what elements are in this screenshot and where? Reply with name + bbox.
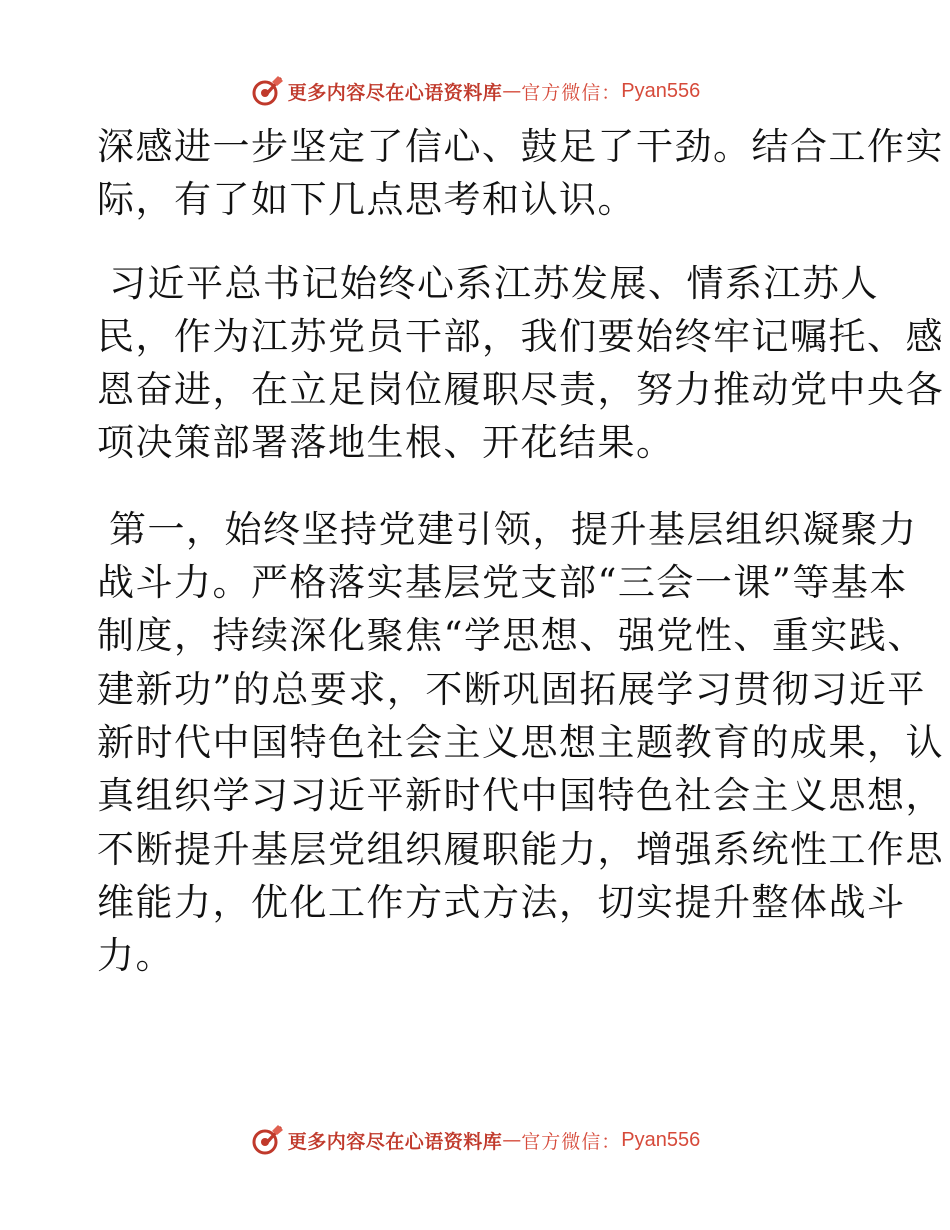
watermark-wechat-label: 官方微信： xyxy=(521,81,622,104)
paragraph-1 xyxy=(97,120,944,227)
watermark-wechat-id: Pyan556 xyxy=(621,1128,701,1151)
text-line: 际，有了如下几点思考和认识。 xyxy=(97,178,636,222)
text-line: 建新功”的总要求，不断巩固拓展学习贯彻习近平 xyxy=(97,667,926,711)
quill-logo-icon xyxy=(250,74,284,108)
footer-watermark xyxy=(0,1120,950,1160)
paragraph-2 xyxy=(97,257,944,470)
text-line: 不断提升基层党组织履职能力，增强系统性工作思 xyxy=(97,827,944,871)
text-line: 战斗力。严格落实基层党支部“三会一课”等基本 xyxy=(97,561,908,605)
watermark-title: 更多内容尽在心语资料库 xyxy=(287,1130,503,1153)
text-line: 第一，始终坚持党建引领，提升基层组织凝聚力 xyxy=(109,507,918,551)
text-line: 民，作为江苏党员干部，我们要始终牢记嘱托、感 xyxy=(97,314,944,358)
text-line: 真组织学习习近平新时代中国特色社会主义思想， xyxy=(97,774,944,818)
watermark-wechat-id: Pyan556 xyxy=(621,79,701,102)
header-watermark xyxy=(0,71,950,111)
text-line: 新时代中国特色社会主义思想主题教育的成果，认 xyxy=(97,720,944,764)
watermark-dash: — xyxy=(502,1129,522,1151)
text-line: 深感进一步坚定了信心、鼓足了干劲。结合工作实 xyxy=(97,125,944,168)
watermark-wechat-label: 官方微信： xyxy=(521,1130,622,1153)
paragraph-3 xyxy=(97,503,944,983)
watermark-title: 更多内容尽在心语资料库 xyxy=(287,81,503,104)
text-line: 力。 xyxy=(97,934,174,978)
watermark-dash: — xyxy=(502,80,522,102)
text-line: 维能力，优化工作方式方法，切实提升整体战斗 xyxy=(97,880,906,924)
text-line: 项决策部署落地生根、开花结果。 xyxy=(97,421,675,465)
quill-logo-icon xyxy=(250,1123,284,1157)
text-line: 恩奋进，在立足岗位履职尽责，努力推动党中央各 xyxy=(97,368,944,412)
text-line: 习近平总书记始终心系江苏发展、情系江苏人 xyxy=(109,261,879,305)
document-body xyxy=(97,120,944,982)
text-line: 制度，持续深化聚焦“学思想、强党性、重实践、 xyxy=(97,614,926,658)
